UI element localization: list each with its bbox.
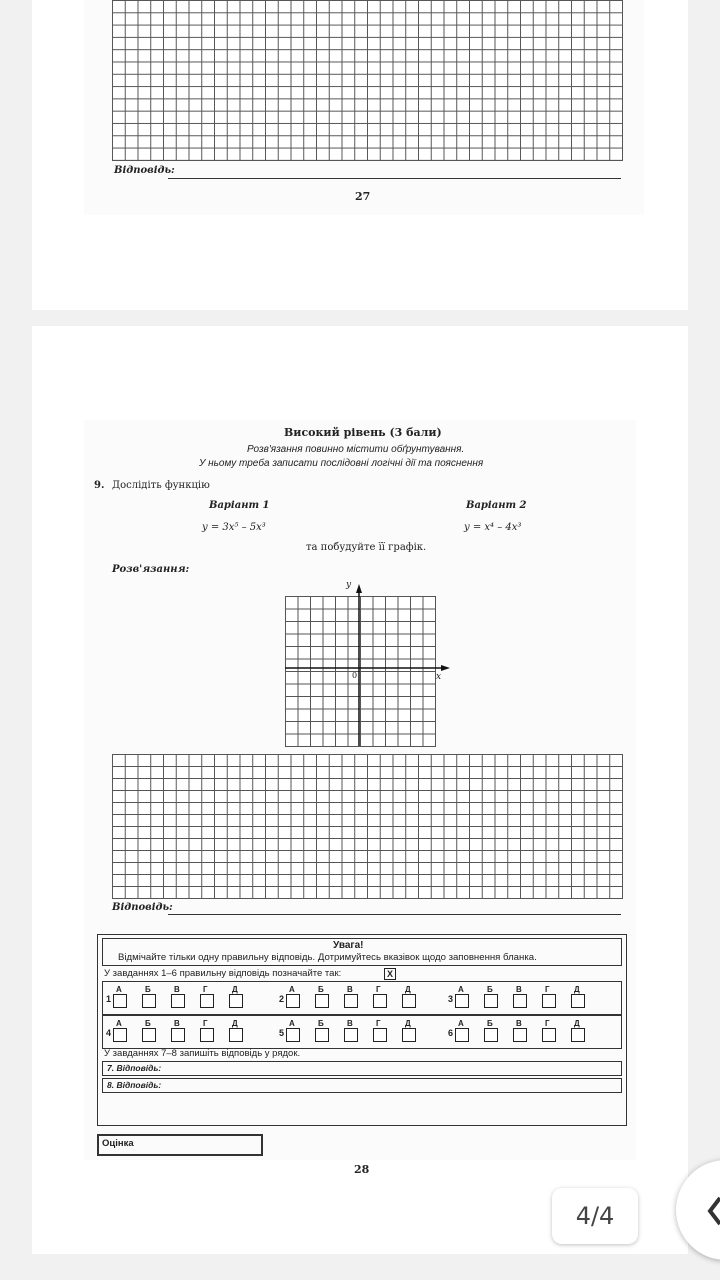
answer-2-checkbox[interactable] <box>286 994 300 1008</box>
page-number: 28 <box>354 1163 370 1176</box>
answer-3-checkbox[interactable] <box>513 994 527 1008</box>
page-number: 27 <box>355 190 371 203</box>
option-label: Б <box>145 985 151 994</box>
answer-line <box>168 914 621 915</box>
grade-box <box>97 1134 263 1156</box>
answer-sheet <box>97 934 627 1126</box>
option-label: Д <box>232 985 238 994</box>
attention-title: Увага! <box>333 940 364 951</box>
question-6-number: 6 <box>448 1028 454 1038</box>
option-label: А <box>116 985 122 994</box>
document-page-28 <box>32 326 688 1254</box>
option-label: В <box>347 985 353 994</box>
answer-1-checkbox[interactable] <box>200 994 214 1008</box>
option-label: Д <box>405 1019 411 1028</box>
option-label: Д <box>574 1019 580 1028</box>
option-label: Г <box>545 1019 550 1028</box>
answer-3-checkbox[interactable] <box>455 994 469 1008</box>
answer-6-checkbox[interactable] <box>571 1028 585 1042</box>
mark-instruction: У завданнях 1–6 правильну відповідь позначайте так: <box>104 968 342 979</box>
answer-7-label: 7. Відповідь: <box>107 1063 162 1073</box>
option-label: Г <box>203 1019 208 1028</box>
answer-2-checkbox[interactable] <box>315 994 329 1008</box>
answer-1-checkbox[interactable] <box>142 994 156 1008</box>
y-axis-label: y <box>346 580 352 590</box>
scan-area <box>84 420 636 1176</box>
task-number: 9. <box>94 480 105 491</box>
attention-text: Відмічайте тільки одну правильну відповідь. Дотримуйтесь вказівок щодо заповнення бланка. <box>118 952 537 963</box>
option-label: Д <box>405 985 411 994</box>
task-text: Дослідіть функцію <box>112 480 210 491</box>
option-label: А <box>458 985 464 994</box>
answer-2-checkbox[interactable] <box>344 994 358 1008</box>
answer-1-checkbox[interactable] <box>229 994 243 1008</box>
level-title: Високий рівень (3 бали) <box>284 426 442 439</box>
option-label: Д <box>232 1019 238 1028</box>
option-label: В <box>347 1019 353 1028</box>
answer-4-checkbox[interactable] <box>200 1028 214 1042</box>
answer-6-checkbox[interactable] <box>455 1028 469 1042</box>
answer-4-checkbox[interactable] <box>171 1028 185 1042</box>
answer-1-checkbox[interactable] <box>171 994 185 1008</box>
answer-8-label: 8. Відповідь: <box>107 1080 162 1090</box>
variant-1-label: Варіант 1 <box>209 500 270 511</box>
option-label: Б <box>487 1019 493 1028</box>
question-1-number: 1 <box>106 994 112 1004</box>
answer-8-field[interactable] <box>102 1078 622 1093</box>
option-label: Г <box>376 1019 381 1028</box>
answer-6-checkbox[interactable] <box>484 1028 498 1042</box>
chevron-icon <box>706 1194 720 1228</box>
question-5-number: 5 <box>279 1028 285 1038</box>
plot-instruction: та побудуйте її графік. <box>306 542 427 553</box>
answer-label: Відповідь: <box>112 902 173 913</box>
answer-5-checkbox[interactable] <box>315 1028 329 1042</box>
answer-5-checkbox[interactable] <box>373 1028 387 1042</box>
variant-2-formula: y = x⁴ – 4x³ <box>464 522 522 533</box>
option-label: В <box>174 1019 180 1028</box>
choice-area <box>98 935 626 1055</box>
answer-4-checkbox[interactable] <box>113 1028 127 1042</box>
option-label: Б <box>145 1019 151 1028</box>
option-label: Г <box>376 985 381 994</box>
answer-3-checkbox[interactable] <box>542 994 556 1008</box>
question-3-number: 3 <box>448 994 454 1004</box>
answer-label: Відповідь: <box>114 165 175 176</box>
answer-5-checkbox[interactable] <box>402 1028 416 1042</box>
x-axis-label: x <box>436 672 442 682</box>
option-label: Г <box>203 985 208 994</box>
origin-label: 0 <box>352 671 358 680</box>
variant-1-formula: y = 3x⁵ – 5x³ <box>202 522 266 533</box>
option-label: В <box>174 985 180 994</box>
squared-grid <box>112 0 623 161</box>
option-label: В <box>516 985 522 994</box>
answer-line <box>168 178 621 179</box>
squared-grid <box>112 754 623 899</box>
question-4-number: 4 <box>106 1028 112 1038</box>
option-label: А <box>116 1019 122 1028</box>
grade-label: Оцінка <box>102 1138 134 1149</box>
subtitle-line-2: У ньому треба записати послідовні логічні дії та пояснення <box>199 458 484 469</box>
answer-5-checkbox[interactable] <box>344 1028 358 1042</box>
option-label: А <box>289 1019 295 1028</box>
row-instruction: У завданнях 7–8 запишіть відповідь у рядок. <box>104 1048 301 1059</box>
answer-5-checkbox[interactable] <box>286 1028 300 1042</box>
answer-4-checkbox[interactable] <box>142 1028 156 1042</box>
answer-6-checkbox[interactable] <box>542 1028 556 1042</box>
option-label: А <box>289 985 295 994</box>
option-label: Д <box>574 985 580 994</box>
option-label: Б <box>318 985 324 994</box>
scan-area <box>84 0 644 215</box>
answer-6-checkbox[interactable] <box>513 1028 527 1042</box>
option-label: Б <box>487 985 493 994</box>
answer-7-field[interactable] <box>102 1061 622 1076</box>
document-page-27 <box>32 0 688 310</box>
answer-2-checkbox[interactable] <box>402 994 416 1008</box>
page-counter: 4/4 <box>552 1188 638 1244</box>
answer-4-checkbox[interactable] <box>229 1028 243 1042</box>
option-label: Г <box>545 985 550 994</box>
solution-label: Розв'язання: <box>112 564 190 575</box>
mark-example: X <box>384 968 396 980</box>
answer-3-checkbox[interactable] <box>484 994 498 1008</box>
answer-2-checkbox[interactable] <box>373 994 387 1008</box>
coordinate-axes <box>279 580 454 755</box>
option-label: В <box>516 1019 522 1028</box>
subtitle-line-1: Розв'язання повинно містити обґрунтування. <box>247 444 465 455</box>
option-label: Б <box>318 1019 324 1028</box>
answer-1-checkbox[interactable] <box>113 994 127 1008</box>
answer-3-checkbox[interactable] <box>571 994 585 1008</box>
question-2-number: 2 <box>279 994 285 1004</box>
option-label: А <box>458 1019 464 1028</box>
variant-2-label: Варіант 2 <box>466 500 527 511</box>
